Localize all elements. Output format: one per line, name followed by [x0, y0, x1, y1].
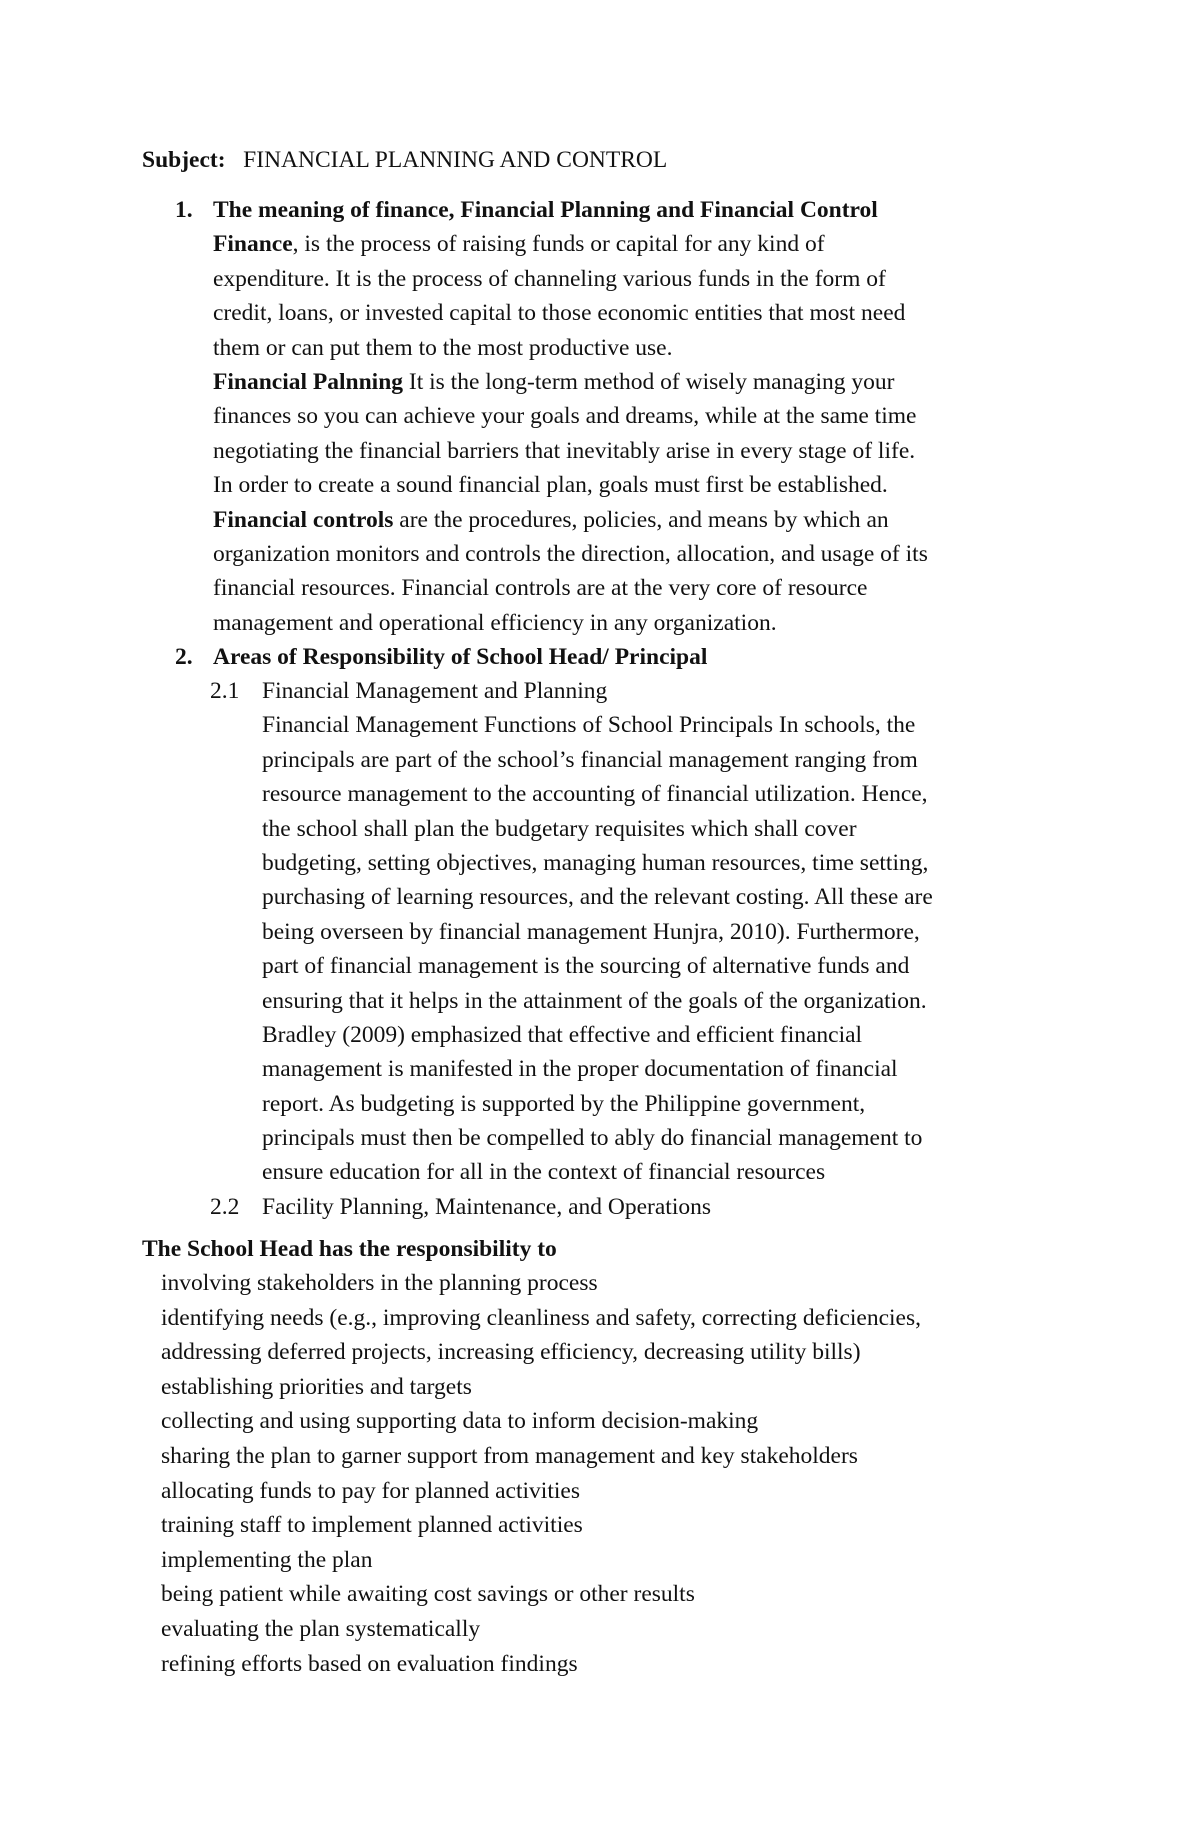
list-item: allocating funds to pay for planned activities [161, 1477, 580, 1504]
finance-definition-line-1 [213, 227, 1073, 261]
planning-definition-line-4: In order to create a sound financial plan, goals must first be established. [213, 472, 888, 499]
subsection-2-1-line-1: Financial Management Functions of School Principals In schools, the [262, 712, 916, 739]
planning-text-1: It is the long-term method of wisely managing your [403, 368, 895, 395]
responsibility-heading: The School Head has the responsibility to [142, 1236, 557, 1262]
section-1-body [213, 193, 1073, 640]
list-item: identifying needs (e.g., improving cleanliness and safety, correcting deficiencies, [161, 1304, 921, 1331]
section-1-heading: The meaning of finance, Financial Planning and Financial Control [213, 197, 878, 223]
controls-definition-line-4: management and operational efficiency in any organization. [213, 609, 777, 636]
subsection-2-1-line-12: report. As budgeting is supported by the Philippine government, [262, 1090, 866, 1117]
list-item: implementing the plan [161, 1546, 373, 1573]
controls-term: Financial controls [213, 506, 394, 533]
controls-definition-line-1 [213, 503, 1073, 537]
subsection-2-1-line-6: purchasing of learning resources, and the relevant costing. All these are [262, 884, 933, 911]
list-item: training staff to implement planned activities [161, 1512, 583, 1539]
subsection-2-1-line-10: Bradley (2009) emphasized that effective and efficient financial [262, 1021, 863, 1048]
subject-spacer [231, 147, 243, 173]
finance-definition-line-2: expenditure. It is the process of channeling various funds in the form of [213, 265, 886, 292]
finance-text-1: , is the process of raising funds or capital for any kind of [292, 231, 825, 258]
list-item: involving stakeholders in the planning process [161, 1270, 598, 1296]
finance-definition-line-4: them or can put them to the most productive use. [213, 334, 673, 361]
finance-term: Finance [213, 231, 293, 258]
subsection-2-1-number: 2.1 [210, 678, 240, 704]
section-2-body [213, 640, 1073, 674]
subsection-2-1-line-3: resource management to the accounting of financial utilization. Hence, [262, 781, 928, 808]
list-item: evaluating the plan systematically [161, 1615, 481, 1642]
subsection-2-1-line-2: principals are part of the school’s financial management ranging from [262, 746, 918, 773]
subsection-2-1-line-13: principals must then be compelled to ably do financial management to [262, 1125, 923, 1152]
planning-definition-line-2: finances so you can achieve your goals and dreams, while at the same time [213, 403, 917, 430]
subject-label: Subject: [142, 147, 226, 173]
list-item: sharing the plan to garner support from management and key stakeholders [161, 1442, 858, 1469]
planning-definition-line-3: negotiating the financial barriers that inevitably arise in every stage of life. [213, 437, 916, 464]
subsection-2-1-title: Financial Management and Planning [262, 678, 608, 704]
subsection-2-1-body [262, 674, 933, 1190]
list-item: refining efforts based on evaluation findings [161, 1650, 578, 1677]
subsection-2-1-line-14: ensure education for all in the context of financial resources [262, 1159, 826, 1186]
planning-definition-line-1 [213, 365, 1073, 399]
subsection-2-1-line-11: management is manifested in the proper documentation of financial [262, 1056, 898, 1083]
section-2-number: 2. [175, 644, 193, 670]
subject-line [142, 143, 667, 177]
list-item: establishing priorities and targets [161, 1373, 472, 1400]
subsection-2-1-line-7: being overseen by financial management Hunjra, 2010). Furthermore, [262, 918, 920, 945]
controls-definition-line-2: organization monitors and controls the direction, allocation, and usage of its [213, 540, 928, 567]
subsection-2-2-body [262, 1190, 711, 1224]
controls-text-1: are the procedures, policies, and means by which an [393, 506, 889, 533]
finance-definition-line-3: credit, loans, or invested capital to those economic entities that most need [213, 300, 906, 327]
subsection-2-2-number: 2.2 [210, 1194, 240, 1220]
list-item: addressing deferred projects, increasing efficiency, decreasing utility bills) [161, 1339, 861, 1366]
subsection-2-1-line-5: budgeting, setting objectives, managing human resources, time setting, [262, 849, 929, 876]
subsection-2-1-line-9: ensuring that it helps in the attainment of the goals of the organization. [262, 987, 927, 1014]
section-2-heading: Areas of Responsibility of School Head/ Principal [213, 644, 708, 670]
subsection-2-1-line-4: the school shall plan the budgetary requisites which shall cover [262, 815, 857, 842]
subject-value: FINANCIAL PLANNING AND CONTROL [243, 147, 668, 173]
responsibility-list [161, 1266, 921, 1681]
section-1-number: 1. [175, 197, 193, 223]
list-item: being patient while awaiting cost savings or other results [161, 1581, 695, 1608]
subsection-2-2-title: Facility Planning, Maintenance, and Operations [262, 1194, 712, 1220]
planning-term: Financial Palnning [213, 368, 404, 395]
list-item: collecting and using supporting data to inform decision-making [161, 1408, 759, 1435]
subsection-2-1-line-8: part of financial management is the sourcing of alternative funds and [262, 953, 910, 980]
controls-definition-line-3: financial resources. Financial controls are at the very core of resource [213, 575, 868, 602]
